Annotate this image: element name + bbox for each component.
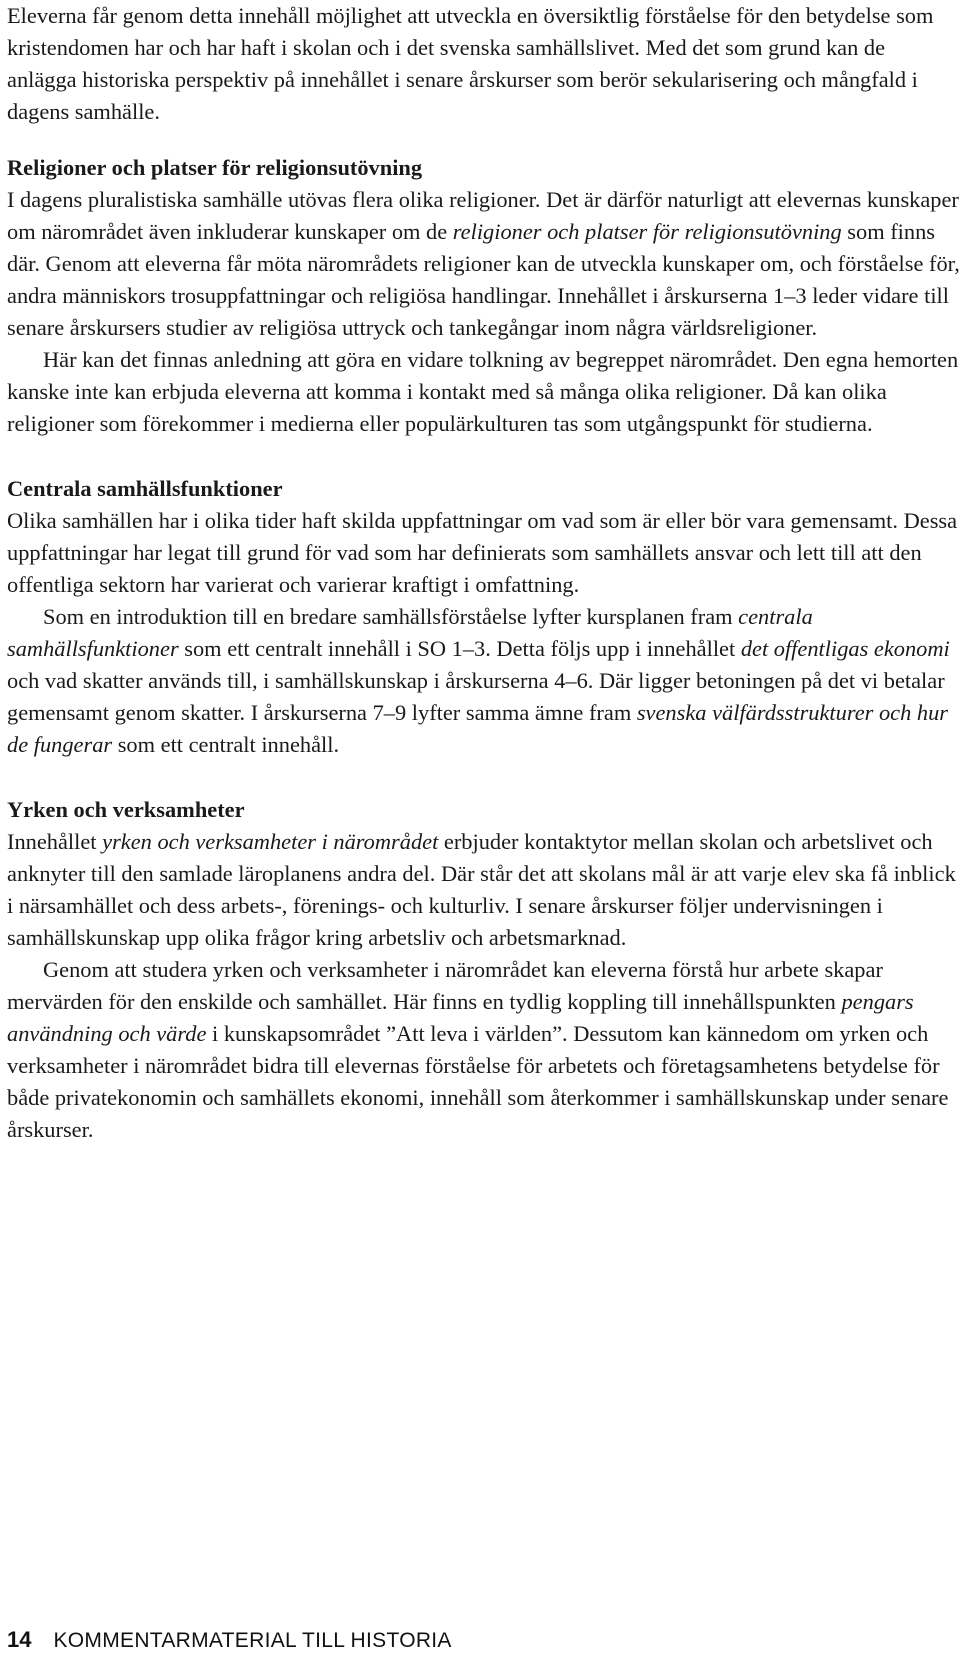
yrken-paragraph-2 xyxy=(7,954,960,1146)
page-number: 14 xyxy=(7,1627,32,1652)
section-heading-samhallsfunktioner: Centrala samhällsfunktioner xyxy=(7,476,283,501)
section-heading-yrken: Yrken och verksamheter xyxy=(7,797,245,822)
text-run: Som en introduktion till en bredare samhällsförståelse lyfter kursplanen fram xyxy=(43,604,739,629)
text-run: Innehållet xyxy=(7,829,103,854)
emphasis-text: centrala samhällsfunktioner xyxy=(7,604,813,661)
religion-paragraph-2: Här kan det finnas anledning att göra en vidare tolkning av begreppet närområdet. Den egna hemorten kanske inte kan erbjuda eleverna att komma i kontakt med så många olika religioner. Då kan olika religioner som förekommer i medierna eller populärkulturen tas som utgångspunkt för studierna. xyxy=(7,347,959,436)
emphasis-text: yrken och verksamheter i närområdet xyxy=(102,829,439,854)
text-run: och vad skatter används till, i samhällskunskap i årskurserna 4–6. Där ligger betoningen på det vi betalar gemensamt genom skatter. I årskurserna 7–9 lyfter samma ämne fram xyxy=(7,668,945,725)
text-run: som ett centralt innehåll i SO 1–3. Detta följs upp i innehållet xyxy=(178,636,741,661)
emphasis-text: det offentligas ekonomi xyxy=(740,636,950,661)
text-run: i kunskapsområdet ”Att leva i världen”. Dessutom kan kännedom om yrken och verksamheter i närområdet bidra till elevernas förståelse för arbetets och företagsamhetens betydelse för både privatekonomin och samhällets ekonomi, innehåll som återkommer i samhällskunskap under senare årskurser. xyxy=(7,1021,949,1142)
emphasis-text: religioner och platser för religionsutövning xyxy=(452,219,842,244)
intro-paragraph: Eleverna får genom detta innehåll möjlighet att utveckla en översiktlig förståelse för den betydelse som kristendomen har och har haft i skolan och i det svenska samhällslivet. Med det som grund kan de anlägga historiska perspektiv på innehållet i senare årskurser som berör sekularisering och mångfald i dagens samhälle. xyxy=(7,3,934,124)
text-run: erbjuder kontaktytor mellan skolan och arbetslivet och anknyter till den samlade läroplanens andra del. Där står det att skolans mål är att varje elev ska få inblick i närsamhället och dess arbets-, förenings- och kulturliv. I senare årskurser följer undervisningen i samhällskunskap upp olika frågor kring arbetsliv och arbetsmarknad. xyxy=(7,829,956,950)
samhall-paragraph-1: Olika samhällen har i olika tider haft skilda uppfattningar om vad som är eller bör vara gemensamt. Dessa uppfattningar har legat till grund för vad som har definierats som samhällets ansvar och lett till att den offentliga sektorn har varierat och varierar kraftigt i omfattning. xyxy=(7,508,958,597)
emphasis-text: svenska välfärdsstrukturer och hur de fungerar xyxy=(7,700,948,757)
text-run: som ett centralt innehåll. xyxy=(112,732,340,757)
text-run: I dagens pluralistiska samhälle utövas flera olika religioner. Det är därför naturligt att elevernas kunskaper om närområdet även inkluderar kunskaper om de xyxy=(7,187,959,244)
document-page xyxy=(7,0,960,1146)
yrken-paragraph-1 xyxy=(7,826,960,954)
samhall-paragraph-2 xyxy=(7,601,960,761)
text-run: som finns där. Genom att eleverna får möta närområdets religioner kan de utveckla kunskaper om, och förståelse för, andra människors trosuppfattningar och religiösa handlingar. Innehållet i årskurserna 1–3 leder vidare till senare årskursers studier av religiösa uttryck och tankegångar inom några världsreligioner. xyxy=(7,219,960,340)
page-footer xyxy=(7,1627,452,1655)
text-run: Genom att studera yrken och verksamheter i närområdet kan eleverna förstå hur arbete skapar mervärden för den enskilde och samhället. Här finns en tydlig koppling till innehållspunkten xyxy=(7,957,883,1014)
emphasis-text: pengars användning och värde xyxy=(7,989,914,1046)
religion-paragraph-1 xyxy=(7,184,960,344)
section-heading-religion: Religioner och platser för religionsutövning xyxy=(7,155,423,180)
publication-title: KOMMENTARMATERIAL TILL HISTORIA xyxy=(53,1629,452,1652)
